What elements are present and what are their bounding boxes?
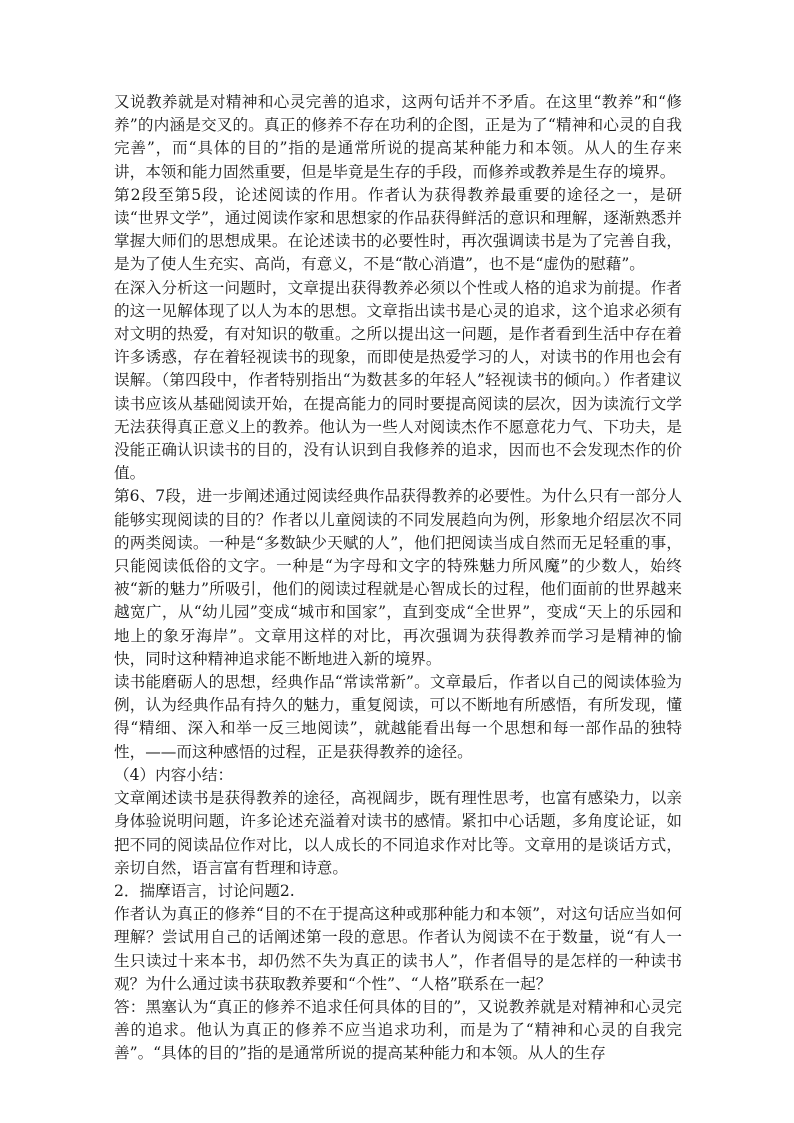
paragraph-question: 作者认为真正的修养“目的不在于提高这种或那种能力和本领”，对这句话应当如何理解？尝试用自己的话阐述第一段的意思。作者认为阅读不在于数量，说“有人一生只读过十来本书，却仍然不失为真正的读书人”，作者倡导的是怎样的一种读书观？为什么通过读书获取教养要和“个性”、“人格”联系在一起？ [114,905,682,993]
section-heading-language: 2．揣摩语言，讨论问题2. [114,881,295,900]
section-heading-summary: （4）内容小结： [114,765,234,784]
paragraph-answer: 答：黑塞认为“真正的修养不追求任何具体的目的”，又说教养就是对精神和心灵完善的追求。他认为真正的修养不应当追求功利，而是为了“精神和心灵的自我完善”。“具体的目的”指的是通常所说的提高某种能力和本领。从人的生存 [114,997,682,1063]
paragraph-reading-function: 第2段至第5段，论述阅读的作用。作者认为获得教养最重要的途径之一，是研读“世界文学”，通过阅读作家和思想家的作品获得鲜活的意识和理解，逐渐熟悉并掌握大师们的思想成果。在论述读书的必要性时，再次强调读书是为了完善自我，是为了使人生充实、高尚，有意义，不是“散心消遣”，也不是“虚伪的慰藉”。 [114,185,682,274]
paragraph-summary: 文章阐述读书是获得教养的途径，高视阔步，既有理性思考，也富有感染力，以亲身体验说明问题，许多论述充溢着对读书的感情。紧扣中心话题，多角度论证，如把不同的阅读品位作对比，以人成长的不同追求作对比等。文章用的是谈话方式，亲切自然，语言富有哲理和诗意。 [114,789,682,877]
paragraph-personality-premise: 在深入分析这一问题时，文章提出获得教养必须以个性或人格的追求为前提。作者的这一见解体现了以人为本的思想。文章指出读书是心灵的追求，这个追求必须有对文明的热爱，有对知识的敬重。之所以提出这一问题，是作者看到生活中存在着许多诱惑，存在着轻视读书的现象，而即使是热爱学习的人，对读书的作用也会有误解。（第四段中，作者特别指出“为数甚多的年轻人”轻视读书的倾向。）作者建议读书应该从基础阅读开始，在提高能力的同时要提高阅读的层次，因为读流行文学无法获得真正意义上的教养。他认为一些人对阅读杰作不愿意花力气、下功夫，是没能正确认识读书的目的，没有认识到自我修养的追求，因而也不会发现杰作的价值。 [114,278,682,483]
paragraph-rereading-classics: 读书能磨砺人的思想，经典作品“常读常新”。文章最后，作者以自己的阅读体验为例，认为经典作品有持久的魅力，重复阅读，可以不断地有所感悟，有所发现，懂得“精细、深入和举一反三地阅读”，就越能看出每一个思想和每一部作品的独特性，——而这种感悟的过程，正是获得教养的途径。 [114,673,682,761]
paragraph-classic-reading: 第6、7段，进一步阐述通过阅读经典作品获得教养的必要性。为什么只有一部分人能够实现阅读的目的？作者以儿童阅读的不同发展趋向为例，形象地介绍层次不同的两类阅读。一种是“多数缺少天赋的人”，他们把阅读当成自然而无足轻重的事，只能阅读低俗的文字。一种是“为字母和文字的特殊魅力所风魔”的少数人，始终被“新的魅力”所吸引，他们的阅读过程就是心智成长的过程，他们面前的世界越来越宽广，从“幼儿园”变成“城市和国家”，直到变成“全世界”，变成“天上的乐园和地上的象牙海岸”。文章用这样的对比，再次强调为获得教养而学习是精神的愉快，同时这种精神追求能不断地进入新的境界。 [114,487,682,668]
document-page [114,91,682,1066]
paragraph-cultivation-definition: 又说教养就是对精神和心灵完善的追求，这两句话并不矛盾。在这里“教养”和“修养”的内涵是交叉的。真正的修养不存在功利的企图，正是为了“精神和心灵的自我完善”，而“具体的目的”指的是通常所说的提高某种能力和本领。从人的生存来讲，本领和能力固然重要，但是毕竟是生存的手段，而修养或教养是生存的境界。 [114,93,682,181]
